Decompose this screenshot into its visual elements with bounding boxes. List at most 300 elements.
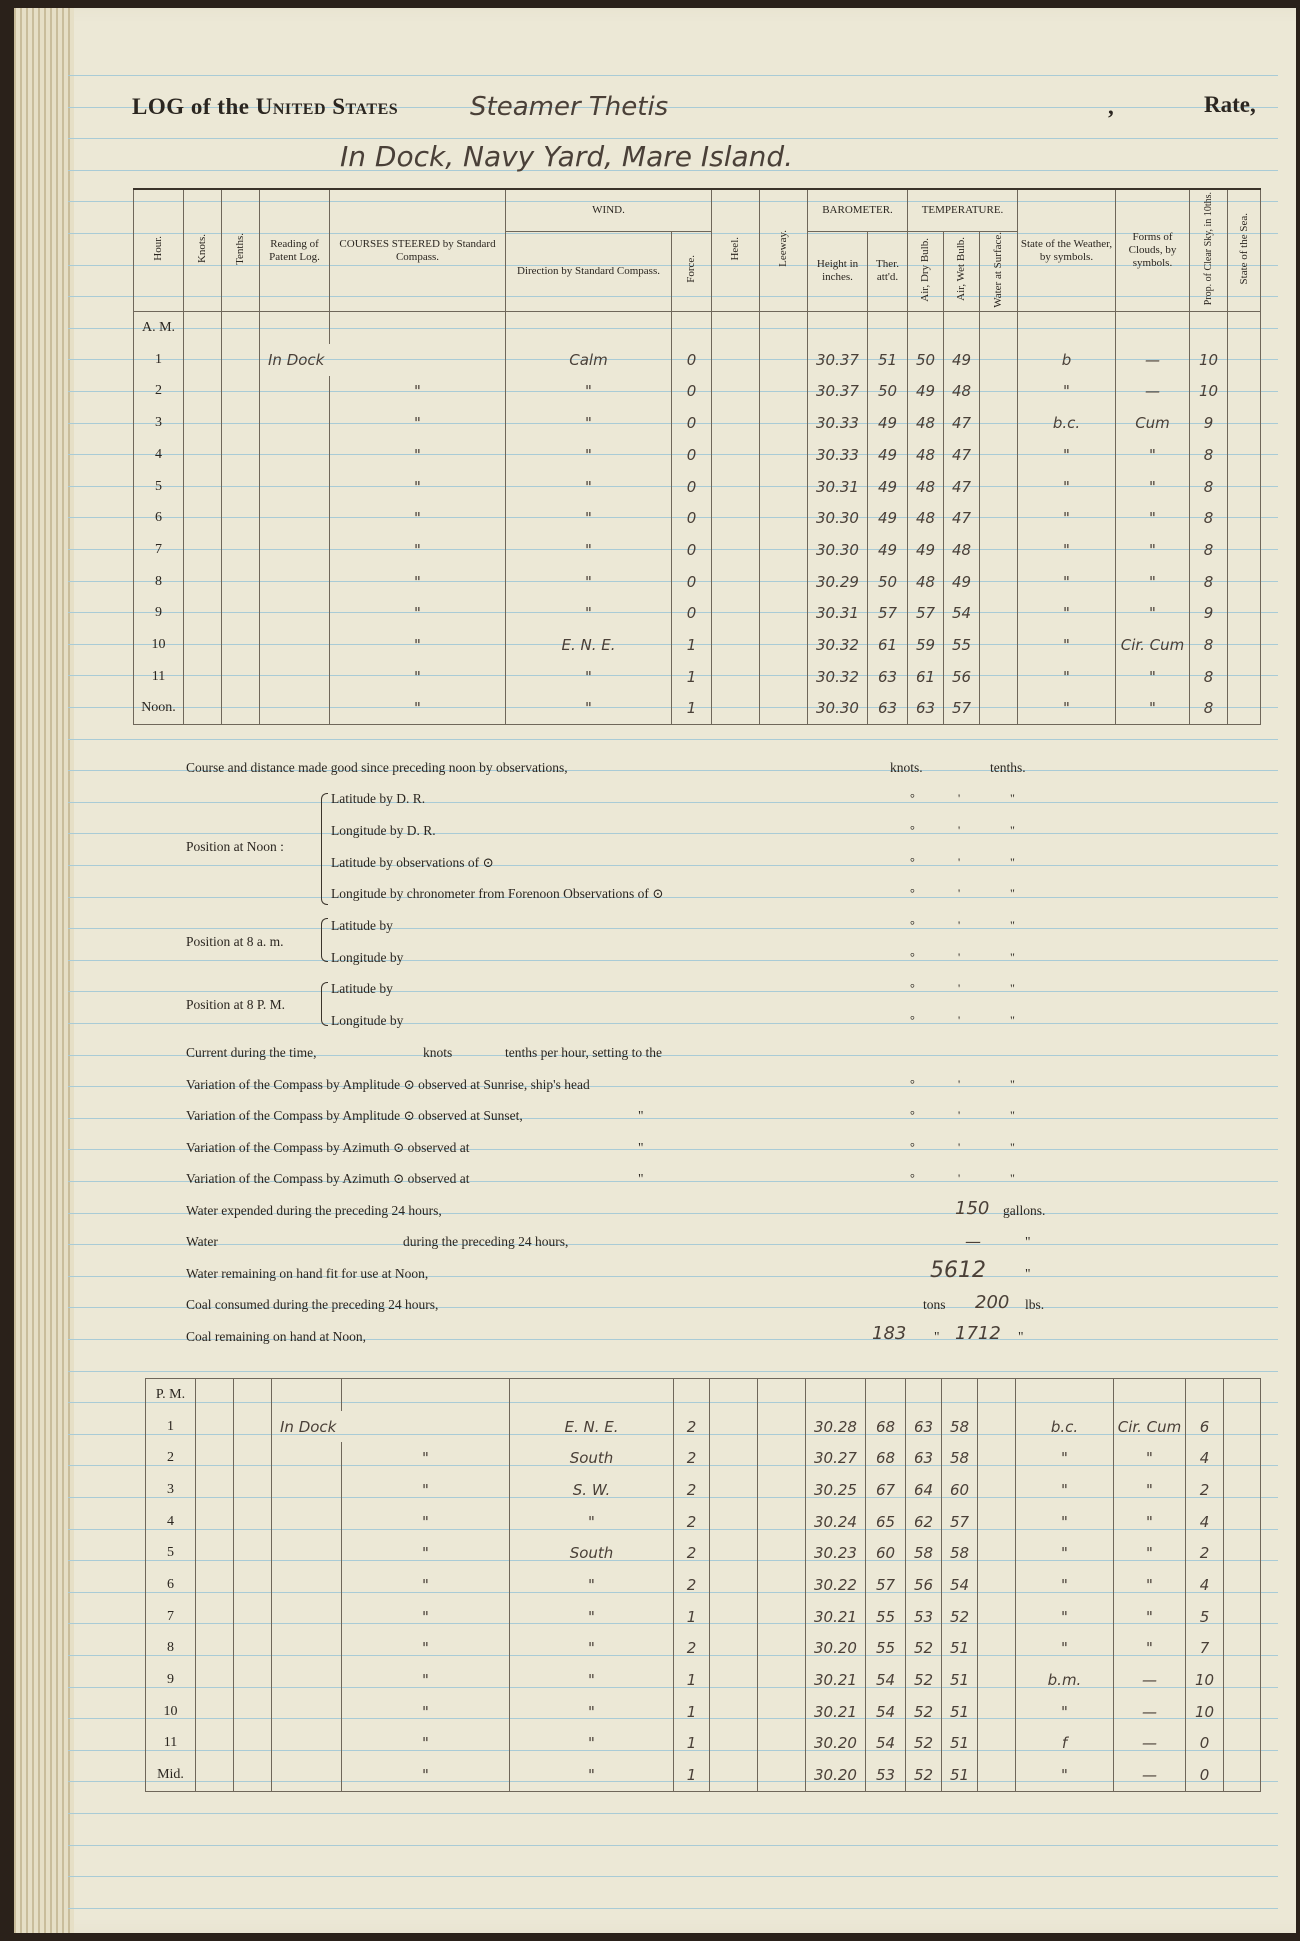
ruled-line <box>68 75 1278 76</box>
air-dry-cell: 52 <box>906 1728 942 1760</box>
water-surface-cell <box>980 439 1018 471</box>
water-surface-cell <box>978 1696 1016 1728</box>
ruled-line <box>68 865 1278 866</box>
degree-mark: ° <box>910 918 915 932</box>
minute-mark: ' <box>958 918 961 932</box>
hour-cell: 3 <box>134 407 184 439</box>
empty-cell <box>1018 312 1116 344</box>
empty-cell <box>944 312 980 344</box>
clouds-cell: — <box>1114 1696 1186 1728</box>
water-surface-cell <box>978 1759 1016 1791</box>
ruled-line <box>68 960 1278 961</box>
clear-sky-cell: 10 <box>1186 1696 1224 1728</box>
empty-cell <box>1190 312 1228 344</box>
air-wet-cell: 51 <box>942 1696 978 1728</box>
minute-mark: ' <box>958 950 961 964</box>
ditto-mark: " <box>1025 1266 1031 1281</box>
coal-remaining-label: Coal remaining on hand at Noon, <box>186 1329 366 1344</box>
sea-cell <box>1228 534 1261 566</box>
empty-cell <box>1228 312 1261 344</box>
air-wet-cell: 57 <box>942 1506 978 1538</box>
water-surface-cell <box>978 1474 1016 1506</box>
tenths-cell <box>222 534 260 566</box>
water-surface-cell <box>978 1601 1016 1633</box>
col-temperature: TEMPERATURE. <box>908 189 1018 231</box>
clear-sky-cell: 9 <box>1190 597 1228 629</box>
leeway-cell <box>758 1728 806 1760</box>
patent-log-cell <box>260 502 330 534</box>
hour-cell: 6 <box>146 1569 196 1601</box>
air-wet-cell: 48 <box>944 376 980 408</box>
clear-sky-cell: 4 <box>1186 1506 1224 1538</box>
minute-mark: ' <box>958 1077 961 1091</box>
clouds-cell: " <box>1114 1569 1186 1601</box>
wind-direction-cell: " <box>506 439 672 471</box>
col-hour: Hour. <box>134 189 184 312</box>
hour-cell: 4 <box>146 1506 196 1538</box>
empty-cell <box>196 1379 234 1411</box>
patent-log-cell <box>260 597 330 629</box>
leeway-cell <box>760 407 808 439</box>
sea-cell <box>1228 344 1261 376</box>
hour-cell: 8 <box>134 566 184 598</box>
wind-direction-cell: South <box>510 1537 674 1569</box>
table-row <box>146 1633 1261 1665</box>
heel-cell <box>712 693 760 725</box>
empty-cell <box>906 1379 942 1411</box>
tenths-cell <box>222 597 260 629</box>
empty-cell <box>222 312 260 344</box>
empty-cell <box>712 312 760 344</box>
wind-direction-cell: " <box>510 1633 674 1665</box>
baro-height-cell: 30.24 <box>806 1506 866 1538</box>
course-cell: " <box>330 439 506 471</box>
heel-cell <box>712 661 760 693</box>
weather-cell: " <box>1016 1759 1114 1791</box>
coal-consumed-label: Coal consumed during the preceding 24 hours, <box>186 1297 439 1312</box>
weather-cell: " <box>1018 597 1116 629</box>
clouds-cell: " <box>1114 1633 1186 1665</box>
hour-cell: 7 <box>134 534 184 566</box>
clouds-cell: " <box>1116 439 1190 471</box>
hour-cell: 3 <box>146 1474 196 1506</box>
air-dry-cell: 52 <box>906 1759 942 1791</box>
water-surface-cell <box>978 1537 1016 1569</box>
wind-force-cell: 0 <box>672 439 712 471</box>
clear-sky-cell: 8 <box>1190 502 1228 534</box>
tenths-cell <box>222 344 260 376</box>
second-mark: " <box>1010 1013 1015 1027</box>
water-remaining-label: Water remaining on hand fit for use at Noon, <box>186 1266 429 1281</box>
patent-log-cell <box>260 407 330 439</box>
rate-label: Rate, <box>1204 92 1256 117</box>
wind-direction-cell: " <box>506 693 672 725</box>
position-8pm-label: Position at 8 P. M. <box>186 997 286 1012</box>
empty-cell <box>942 1379 978 1411</box>
clouds-cell: — <box>1114 1759 1186 1791</box>
minute-mark: ' <box>958 1108 961 1122</box>
leeway-cell <box>758 1664 806 1696</box>
weather-cell: " <box>1018 534 1116 566</box>
clouds-cell: " <box>1114 1506 1186 1538</box>
weather-cell: b.c. <box>1018 407 1116 439</box>
knots-cell <box>196 1474 234 1506</box>
baro-ther-cell: 63 <box>868 661 908 693</box>
wind-force-cell: 2 <box>674 1474 710 1506</box>
wind-force-cell: 1 <box>672 629 712 661</box>
longitude-chron-label: Longitude by chronometer from Forenoon Observations of ⊙ <box>331 886 664 901</box>
tenths-cell <box>222 661 260 693</box>
water-surface-cell <box>978 1664 1016 1696</box>
clear-sky-cell: 8 <box>1190 566 1228 598</box>
longitude-8am-label: Longitude by <box>331 950 404 965</box>
clear-sky-cell: 2 <box>1186 1537 1224 1569</box>
weather-cell: " <box>1016 1633 1114 1665</box>
course-cell: " <box>330 471 506 503</box>
current-tenths-label: tenths per hour, setting to the <box>505 1045 662 1060</box>
water-surface-cell <box>980 376 1018 408</box>
knots-cell <box>184 471 222 503</box>
air-dry-cell: 52 <box>906 1696 942 1728</box>
empty-cell <box>1186 1379 1224 1411</box>
latitude-8pm-label: Latitude by <box>331 981 393 996</box>
sea-cell <box>1224 1633 1261 1665</box>
lbs-label: lbs. <box>1025 1297 1045 1312</box>
period-label-row <box>146 1379 1261 1411</box>
heel-cell <box>710 1506 758 1538</box>
baro-height-cell: 30.22 <box>806 1569 866 1601</box>
patent-log-cell <box>260 661 330 693</box>
air-wet-cell: 54 <box>942 1569 978 1601</box>
weather-cell: " <box>1016 1601 1114 1633</box>
sea-cell <box>1224 1601 1261 1633</box>
air-wet-cell: 51 <box>942 1633 978 1665</box>
table-row <box>134 566 1261 598</box>
second-mark: " <box>1010 1171 1015 1185</box>
knots-cell <box>184 439 222 471</box>
tenths-cell <box>234 1411 272 1443</box>
patent-log-cell <box>260 534 330 566</box>
empty-cell <box>710 1379 758 1411</box>
water-surface-cell <box>978 1411 1016 1443</box>
air-dry-cell: 52 <box>906 1633 942 1665</box>
knots-cell <box>196 1664 234 1696</box>
table-row <box>134 693 1261 725</box>
tenths-cell <box>234 1601 272 1633</box>
tenths-cell <box>222 439 260 471</box>
air-wet-cell: 58 <box>942 1537 978 1569</box>
water-surface-cell <box>980 344 1018 376</box>
tenths-cell <box>222 471 260 503</box>
wind-force-cell: 0 <box>672 597 712 629</box>
weather-cell: b <box>1018 344 1116 376</box>
heel-cell <box>712 502 760 534</box>
clouds-cell: Cir. Cum <box>1114 1411 1186 1443</box>
empty-cell <box>978 1379 1016 1411</box>
table-row <box>146 1537 1261 1569</box>
sea-cell <box>1228 439 1261 471</box>
wind-force-cell: 1 <box>674 1696 710 1728</box>
weather-cell: " <box>1016 1506 1114 1538</box>
baro-height-cell: 30.37 <box>808 376 868 408</box>
air-wet-cell: 52 <box>942 1601 978 1633</box>
clouds-cell: — <box>1116 376 1190 408</box>
course-cell: " <box>330 502 506 534</box>
clear-sky-cell: 4 <box>1186 1569 1224 1601</box>
heel-cell <box>712 534 760 566</box>
table-row <box>134 534 1261 566</box>
empty-cell <box>806 1379 866 1411</box>
position-noon-label: Position at Noon : <box>186 839 284 854</box>
second-mark: " <box>1010 855 1015 869</box>
tenths-cell <box>222 566 260 598</box>
minute-mark: ' <box>958 823 961 837</box>
baro-ther-cell: 67 <box>866 1474 906 1506</box>
table-row <box>146 1696 1261 1728</box>
air-dry-cell: 61 <box>908 661 944 693</box>
water-surface-cell <box>978 1633 1016 1665</box>
wind-force-cell: 1 <box>674 1664 710 1696</box>
empty-cell <box>1224 1379 1261 1411</box>
table-row <box>146 1569 1261 1601</box>
hour-cell: 7 <box>146 1601 196 1633</box>
table-row <box>134 376 1261 408</box>
heel-cell <box>712 597 760 629</box>
degree-mark: ° <box>910 791 915 805</box>
baro-height-cell: 30.25 <box>806 1474 866 1506</box>
air-wet-cell: 57 <box>944 693 980 725</box>
tenths-cell <box>234 1696 272 1728</box>
ditto-mark: " <box>638 1108 644 1123</box>
ruled-line <box>68 138 1278 139</box>
heel-cell <box>710 1537 758 1569</box>
clouds-cell: Cir. Cum <box>1116 629 1190 661</box>
clear-sky-cell: 6 <box>1186 1411 1224 1443</box>
patent-log-cell <box>272 1633 342 1665</box>
empty-cell <box>272 1379 342 1411</box>
baro-height-cell: 30.31 <box>808 471 868 503</box>
col-wind-force: Force. <box>672 231 712 312</box>
position-8am-label: Position at 8 a. m. <box>186 934 284 949</box>
clear-sky-cell: 8 <box>1190 629 1228 661</box>
ruled-line <box>68 897 1278 898</box>
water-surface-cell <box>980 693 1018 725</box>
heel-cell <box>712 376 760 408</box>
wind-direction-cell: " <box>506 407 672 439</box>
weather-cell: " <box>1018 661 1116 693</box>
heel-cell <box>710 1759 758 1791</box>
heel-cell <box>712 629 760 661</box>
sea-cell <box>1228 693 1261 725</box>
course-cell: " <box>330 629 506 661</box>
tons-label: tons <box>923 1297 946 1312</box>
wind-direction-cell: " <box>506 597 672 629</box>
knots-cell <box>196 1759 234 1791</box>
heel-cell <box>710 1601 758 1633</box>
course-cell: " <box>330 566 506 598</box>
title-comma: , <box>1108 94 1114 119</box>
baro-ther-cell: 57 <box>866 1569 906 1601</box>
empty-cell <box>758 1379 806 1411</box>
col-courses: COURSES STEERED by Standard Compass. <box>330 189 506 312</box>
clouds-cell: " <box>1116 471 1190 503</box>
hour-cell: Mid. <box>146 1759 196 1791</box>
sea-cell <box>1228 502 1261 534</box>
clear-sky-cell: 10 <box>1186 1664 1224 1696</box>
heel-cell <box>710 1442 758 1474</box>
tenths-cell <box>234 1474 272 1506</box>
minute-mark: ' <box>958 886 961 900</box>
ruled-line <box>68 1023 1278 1024</box>
sea-cell <box>1224 1506 1261 1538</box>
weather-cell: " <box>1018 376 1116 408</box>
air-wet-cell: 58 <box>942 1442 978 1474</box>
ditto-mark: " <box>1018 1329 1024 1344</box>
knots-cell <box>184 407 222 439</box>
air-dry-cell: 58 <box>906 1537 942 1569</box>
brace <box>321 793 328 905</box>
minute-mark: ' <box>958 855 961 869</box>
patent-log-cell <box>260 566 330 598</box>
baro-height-cell: 30.32 <box>808 629 868 661</box>
leeway-cell <box>758 1474 806 1506</box>
table-row <box>134 344 1261 376</box>
air-dry-cell: 48 <box>908 439 944 471</box>
air-dry-cell: 48 <box>908 471 944 503</box>
baro-height-cell: 30.37 <box>808 344 868 376</box>
weather-cell: " <box>1016 1569 1114 1601</box>
table-row <box>134 629 1261 661</box>
baro-height-cell: 30.30 <box>808 534 868 566</box>
pm-log-table <box>145 1378 1261 1792</box>
ditto-mark: " <box>638 1171 644 1186</box>
course-cell: " <box>330 597 506 629</box>
wind-direction-cell: " <box>506 502 672 534</box>
sea-cell <box>1224 1759 1261 1791</box>
wind-direction-cell: " <box>506 471 672 503</box>
table-row <box>146 1442 1261 1474</box>
wind-force-cell: 2 <box>674 1506 710 1538</box>
table-row <box>134 407 1261 439</box>
table-row <box>146 1664 1261 1696</box>
water-surface-cell <box>978 1728 1016 1760</box>
degree-mark: ° <box>910 1077 915 1091</box>
water-during-label: during the preceding 24 hours, <box>403 1234 569 1249</box>
ruled-line <box>68 991 1278 992</box>
air-dry-cell: 62 <box>906 1506 942 1538</box>
wind-force-cell: 0 <box>672 376 712 408</box>
longitude-8pm-label: Longitude by <box>331 1013 404 1028</box>
sea-cell <box>1224 1411 1261 1443</box>
patent-log-cell <box>260 693 330 725</box>
degree-mark: ° <box>910 1013 915 1027</box>
water-during-value: — <box>965 1232 981 1251</box>
course-cell: " <box>330 376 506 408</box>
wind-direction-cell: " <box>510 1569 674 1601</box>
variation-azimuth-1-label: Variation of the Compass by Azimuth ⊙ observed at <box>186 1140 470 1155</box>
clouds-cell: " <box>1116 534 1190 566</box>
wind-direction-cell: " <box>510 1506 674 1538</box>
hour-cell: 11 <box>134 661 184 693</box>
clear-sky-cell: 8 <box>1190 693 1228 725</box>
air-wet-cell: 60 <box>942 1474 978 1506</box>
variation-sunrise-label: Variation of the Compass by Amplitude ⊙ observed at Sunrise, ship's head <box>186 1077 590 1092</box>
tenths-cell <box>234 1506 272 1538</box>
wind-force-cell: 1 <box>672 693 712 725</box>
air-dry-cell: 53 <box>906 1601 942 1633</box>
course-cell: " <box>342 1664 510 1696</box>
baro-ther-cell: 51 <box>868 344 908 376</box>
air-dry-cell: 48 <box>908 407 944 439</box>
current-knots-label: knots <box>423 1045 453 1060</box>
empty-cell <box>760 312 808 344</box>
course-cell: In Dock <box>260 344 506 376</box>
clear-sky-cell: 4 <box>1186 1442 1224 1474</box>
baro-height-cell: 30.21 <box>806 1601 866 1633</box>
clear-sky-cell: 2 <box>1186 1474 1224 1506</box>
col-baro-ther: Ther. att'd. <box>868 231 908 312</box>
clear-sky-cell: 10 <box>1190 344 1228 376</box>
title-states: States <box>332 94 399 119</box>
weather-cell: " <box>1016 1696 1114 1728</box>
knots-cell <box>196 1569 234 1601</box>
wind-force-cell: 2 <box>674 1411 710 1443</box>
knots-label: knots. <box>890 760 923 775</box>
sea-cell <box>1224 1664 1261 1696</box>
wind-force-cell: 1 <box>674 1759 710 1791</box>
knots-cell <box>196 1537 234 1569</box>
weather-cell: " <box>1018 629 1116 661</box>
second-mark: " <box>1010 1108 1015 1122</box>
baro-ther-cell: 68 <box>866 1442 906 1474</box>
leeway-cell <box>760 597 808 629</box>
ruled-line <box>68 928 1278 929</box>
patent-log-cell <box>272 1601 342 1633</box>
hour-cell: Noon. <box>134 693 184 725</box>
baro-height-cell: 30.20 <box>806 1728 866 1760</box>
wind-force-cell: 2 <box>674 1569 710 1601</box>
knots-cell <box>196 1633 234 1665</box>
knots-cell <box>196 1506 234 1538</box>
leeway-cell <box>758 1411 806 1443</box>
clouds-cell: " <box>1116 566 1190 598</box>
course-cell: " <box>342 1728 510 1760</box>
water-surface-cell <box>980 661 1018 693</box>
air-dry-cell: 63 <box>906 1411 942 1443</box>
sea-cell <box>1228 566 1261 598</box>
ruled-line <box>68 833 1278 834</box>
hour-cell: 10 <box>134 629 184 661</box>
air-wet-cell: 47 <box>944 439 980 471</box>
clouds-cell: — <box>1114 1664 1186 1696</box>
empty-cell <box>866 1379 906 1411</box>
wind-force-cell: 0 <box>672 534 712 566</box>
air-dry-cell: 48 <box>908 566 944 598</box>
coal-remaining-tons-value: 183 <box>872 1323 907 1344</box>
weather-cell: b.m. <box>1016 1664 1114 1696</box>
weather-cell: " <box>1016 1442 1114 1474</box>
air-dry-cell: 63 <box>906 1442 942 1474</box>
wind-force-cell: 0 <box>672 471 712 503</box>
wind-direction-cell: " <box>506 534 672 566</box>
leeway-cell <box>758 1696 806 1728</box>
col-sea: State of the Sea. <box>1228 189 1261 312</box>
col-weather: State of the Weather, by symbols. <box>1018 189 1116 312</box>
baro-ther-cell: 65 <box>866 1506 906 1538</box>
empty-cell <box>980 312 1018 344</box>
period-label-row <box>134 312 1261 344</box>
leeway-cell <box>760 344 808 376</box>
